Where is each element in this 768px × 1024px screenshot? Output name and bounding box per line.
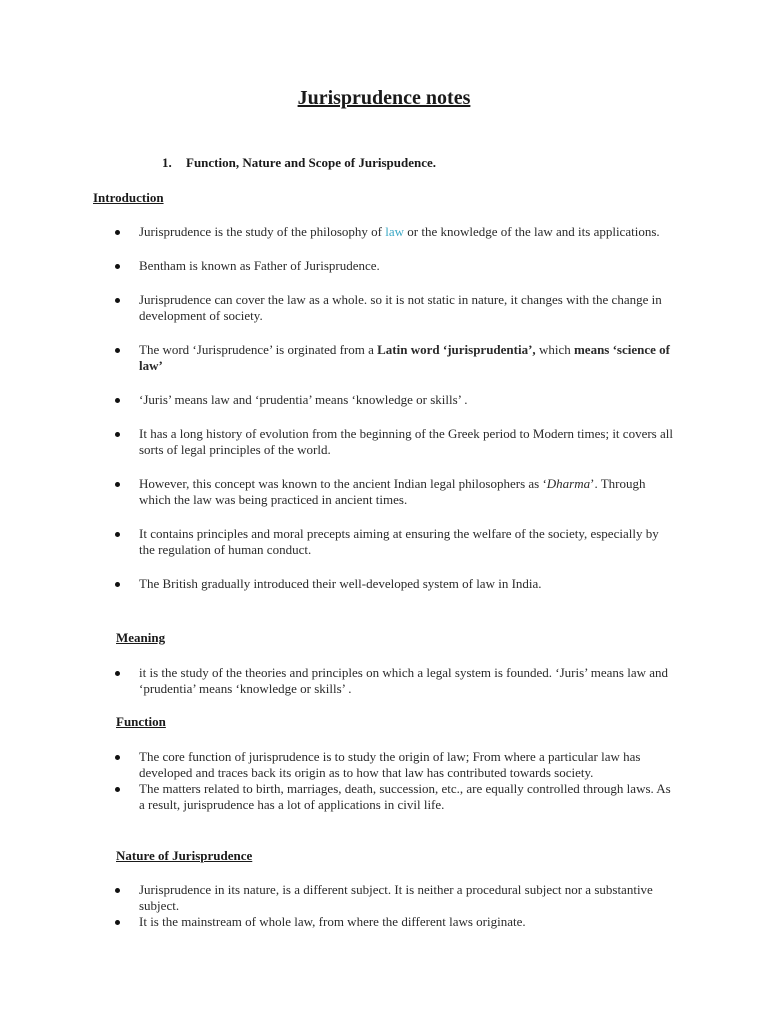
meaning-list	[114, 665, 674, 697]
list-item: It is the mainstream of whole law, from where the different laws originate.	[114, 914, 674, 930]
numbered-heading-1	[162, 155, 436, 171]
list-item: Bentham is known as Father of Jurisprudence.	[114, 258, 674, 274]
item-text: or the knowledge of the law and its applications.	[404, 224, 660, 239]
list-item: It contains principles and moral precepts aiming at ensuring the welfare of the society, especially by the regulation of human conduct.	[114, 526, 674, 558]
section-heading-introduction: Introduction	[93, 190, 164, 205]
item-text: However, this concept was known to the ancient Indian legal philosophers as ‘	[139, 476, 547, 491]
section-heading-function: Function	[116, 714, 166, 729]
italic-text: Dharma	[546, 476, 591, 491]
nature-list	[114, 882, 674, 930]
list-item: ‘Juris’ means law and ‘prudentia’ means ‘knowledge or skills’ .	[114, 392, 674, 408]
list-item: it is the study of the theories and principles on which a legal system is founded. ‘Juris’ means law and ‘prudentia’ means ‘knowledge or skills’ .	[114, 665, 674, 697]
item-text: which	[535, 342, 574, 357]
list-item: The matters related to birth, marriages, death, succession, etc., are equally controlled through laws. As a result, jurisprudence has a lot of applications in civil life.	[114, 781, 674, 813]
list-item: The British gradually introduced their well-developed system of law in India.	[114, 576, 674, 592]
list-item: Jurisprudence can cover the law as a whole. so it is not static in nature, it changes with the change in development of society.	[114, 292, 674, 324]
list-item: It has a long history of evolution from the beginning of the Greek period to Modern times; it covers all sorts of legal principles of the world.	[114, 426, 674, 458]
heading-number: 1.	[162, 155, 172, 170]
section-heading-nature: Nature of Jurisprudence	[116, 848, 253, 863]
bold-text: Latin word ‘jurisprudentia’,	[377, 342, 536, 357]
function-list	[114, 749, 674, 813]
introduction-list	[114, 224, 674, 592]
item-text: The word ‘Jurisprudence’ is orginated from a	[139, 342, 378, 357]
item-text: ’. Through which the law was being practiced in ancient times.	[139, 476, 646, 507]
bold-text: means ‘science of law’	[139, 342, 670, 373]
list-item	[114, 342, 674, 374]
item-text: Jurisprudence is the study of the philosophy of	[139, 224, 386, 239]
law-link[interactable]: law	[385, 224, 405, 239]
list-item: Jurisprudence in its nature, is a different subject. It is neither a procedural subject nor a substantive subject.	[114, 882, 674, 914]
heading-text: Function, Nature and Scope of Jurispudence.	[186, 155, 437, 170]
list-item: The core function of jurisprudence is to study the origin of law; From where a particular law has developed and traces back its origin as to how that law has contributed towards society.	[114, 749, 674, 781]
list-item	[114, 476, 674, 508]
document-title: Jurisprudence notes	[297, 87, 471, 109]
section-heading-meaning: Meaning	[116, 630, 166, 645]
list-item	[114, 224, 674, 240]
